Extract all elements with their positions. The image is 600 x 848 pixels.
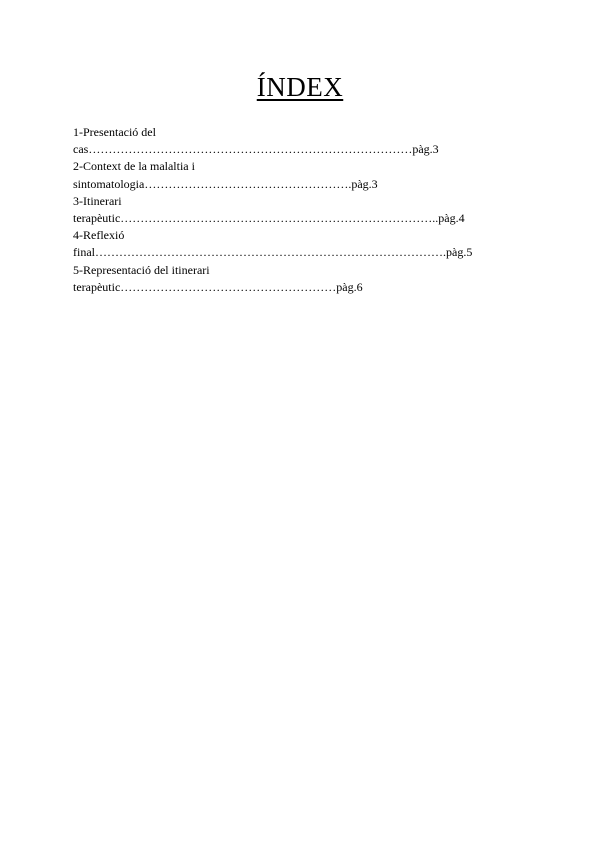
toc-entry-leader: sintomatologia…………………………………………….pàg.3 <box>73 176 378 191</box>
toc-entry-leader: terapèutic……………………………………………………………………..pàg.4 <box>73 211 465 226</box>
toc-entry-leader: final…………………………………………………………………………….pàg.5 <box>73 245 473 260</box>
table-of-contents <box>73 124 493 296</box>
toc-entry-heading: 4-Reflexió <box>73 228 125 243</box>
toc-entry-leader: terapèutic………………………………………………pàg.6 <box>73 279 363 294</box>
toc-entry-heading: 1-Presentació del <box>73 125 156 139</box>
toc-entry-heading: 2-Context de la malaltia i <box>73 159 195 174</box>
toc-entry-4 <box>73 227 493 261</box>
toc-entry-leader: cas………………………………………………………………………pàg.3 <box>73 142 439 157</box>
toc-entry-2 <box>73 158 493 192</box>
toc-entry-heading: 5-Representació del itinerari <box>73 262 210 277</box>
toc-entry-1 <box>73 124 493 158</box>
toc-entry-5 <box>73 262 493 296</box>
toc-entry-heading: 3-Itinerari <box>73 193 122 208</box>
toc-entry-3 <box>73 193 493 227</box>
page-title: ÍNDEX <box>256 72 344 102</box>
